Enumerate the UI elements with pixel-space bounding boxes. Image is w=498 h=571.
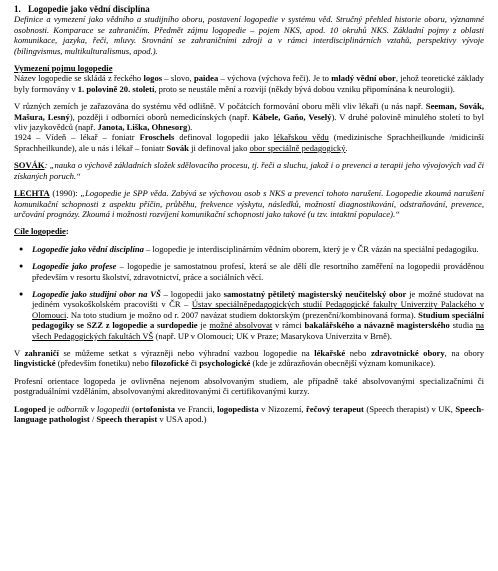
term-lekarska-veda: lékařskou vědu (273, 132, 329, 143)
term-pedagogicke-fakulty: na všech Pedagogických fakultách VŠ (32, 320, 484, 341)
term-studium-szz: Studium speciální pedagogiky se SZZ z logopedie a surdopedie (32, 309, 484, 331)
vymezeni-paragraph-2 (14, 101, 484, 132)
goal-item (32, 261, 484, 282)
text-run: se můžeme setkat s výrazněji nebo výhradní vazbou logopedie na (58, 347, 315, 358)
term-logos: logos (143, 73, 163, 84)
quote-author-sovak: SOVÁK (14, 160, 45, 171)
quote-author-lechta: LECHTA (14, 188, 50, 199)
text-run: (např. UP v Olomouci; UK v Praze; Masarykova Univerzita v Brně). (153, 330, 392, 341)
goal-item (32, 244, 484, 254)
lechta-quote (14, 188, 484, 219)
name-froschels: Froschels (139, 132, 175, 143)
text-run: je (197, 320, 210, 331)
text-run: , proto se neustále mění a rozvíjí (někdy bývá dobou vzniku připomínána k neurologii). (154, 83, 455, 94)
term-filozoficke: filozofické (151, 358, 189, 369)
text-run: , jehož teoretické základy byly formovány v (14, 73, 484, 94)
text-run: (kde je zdůrazňován obecnější význam komunikace). (250, 358, 436, 369)
sovak-quote (14, 160, 484, 181)
text-run: či (188, 358, 200, 369)
text-run: v USA apod.) (157, 414, 207, 424)
text-run: je (46, 403, 58, 414)
term-logoped: Logoped (14, 403, 46, 414)
text-run: 1924 – Vídeň – lékař – foniatr (14, 132, 140, 143)
text-run: v rámci (272, 320, 305, 331)
zahranici-paragraph (14, 348, 484, 369)
term-psychologicke: psychologické (199, 358, 251, 369)
term-ustav-up: Ústav speciálněpedagogických studií Pedagogické fakulty Univerzity Palackého v Olomouci (32, 299, 484, 320)
quote-year-lechta: (1990): (49, 188, 81, 199)
names-lekari: Seeman, Sovák, Mašura, Lesný (14, 101, 484, 122)
goal-lead: Logopedie jako vědní disciplína (32, 243, 144, 254)
goals-heading-colon: : (65, 226, 69, 237)
quote-text-sovak: : „nauka o výchově základních složek sdělovacího procesu, tj. řeči a sluchu, jakož i o prevenci a terapii jeho vývojových vad či získaných poruch.“ (14, 160, 484, 181)
text-run: Název logopedie se skládá z řeckého (14, 73, 144, 84)
text-run: definoval logopedii jako (174, 132, 274, 143)
section-title-text: Logopedie jako vědní disciplína (28, 4, 150, 14)
text-run: . (345, 142, 348, 153)
vymezeni-paragraph-1 (14, 73, 484, 94)
text-run: v Nizozemí, (258, 403, 307, 414)
text-run: (především fonetiku) nebo (55, 358, 152, 369)
term-lekarske: lékařské (314, 347, 346, 358)
term-odbornik: odborník v logopedii (57, 403, 130, 414)
text-run: V různých zemích je zařazována do systému věd odlišně. V počátcích formování oboru měli vliv lékaři (u nás např. (14, 101, 426, 112)
term-slp: Speech-language pathologist (14, 403, 485, 424)
text-run: je možné studovat na jediném vysokoškolském pracovišti v ČR – (32, 288, 484, 310)
text-run: ), později i odborníci oborů nemedicínských (např. (69, 111, 253, 122)
goal-item (32, 289, 484, 341)
goals-heading-text: Cíle logopedie (14, 226, 66, 237)
text-run: – výchova (výchova řeči). Je to (218, 73, 332, 84)
term-ortofonista: ortofonista (134, 403, 175, 414)
text-run: – slovo, (162, 73, 194, 84)
term-zahranici: zahraničí (24, 347, 59, 358)
term-polovina-stoleti: 1. polovině 20. století (77, 83, 155, 94)
text-run: ( (129, 403, 135, 414)
text-run: ji definoval jako (188, 142, 250, 153)
goal-lead: Logopedie jako studijní obor na VŠ (32, 288, 161, 299)
text-run: . Na toto studium je možno od r. 2007 navázat studiem doktorským (prezenční/kombinovaná forma). (66, 309, 419, 320)
text-run: (Speech therapist) v UK, (363, 403, 456, 414)
term-lingvisticke: lingvistické (14, 358, 56, 369)
goals-list (14, 244, 484, 341)
term-obor-specialne-pedagogicky: obor speciálně pedagogický (249, 142, 346, 153)
profesni-paragraph: Profesní orientace logopeda je ovlivněna nejenom absolvovaným studiem, ale případně také absolvovanými specializačními či postgraduálními vzděláním, absolvovanými akreditovanými či certifikovanými kurzy. (14, 375, 484, 397)
vymezeni-heading: Vymezení pojmu logopedie (14, 63, 113, 74)
goal-text: – logopedie je interdisciplinárním vědním oborem, který je v ČR vázán na speciální pedagogiku. (143, 243, 479, 254)
vymezeni-paragraph-3 (14, 132, 484, 153)
text-run: / (89, 414, 97, 424)
text-run: ve Francii, (175, 403, 218, 414)
section-title (14, 4, 484, 14)
logoped-paragraph (14, 404, 484, 425)
names-jazykovedci: Janota, Liška, Ohnesorg (97, 122, 188, 133)
term-paidea: paidea (193, 73, 219, 84)
names-nemedicinsti: Kábele, Gaňo, Veselý (252, 111, 332, 122)
text-run: ). V druhé polovině minulého století to byl vliv jazykovědců (např. (14, 111, 484, 133)
text-run: ). (187, 122, 193, 133)
text-run: , na obory (444, 347, 484, 358)
text-run: studia (449, 320, 476, 331)
section-number: 1. (14, 4, 21, 14)
term-speech-therapist: Speech therapist (96, 414, 158, 424)
text-run: – logopedii jako (160, 288, 224, 299)
term-mlady-vedni-obor: mladý vědní obor (331, 73, 396, 84)
term-zdravotnicke: zdravotnické obory (370, 347, 445, 358)
term-mozne-absolvovat: možné absolvovat (209, 320, 273, 331)
term-bakalarskeho: bakalářského a návazně magisterského (304, 320, 450, 331)
goal-text: – logopedie je samostatnou profesí, která se ale dělí dle resortního zaměření na logopedii prováděnou především v resortu školství, zdravotnictví, práce a sociálních věcí. (32, 261, 484, 282)
text-run: (medizinische Sprachheilkunde /midicinší Sprachheilkunde), ale u nás i lékař – foniatr (14, 132, 485, 153)
name-sovak: Sovák (166, 142, 189, 153)
term-logopedista: logopedista (217, 403, 259, 414)
goals-heading (14, 226, 484, 236)
text-run: V (14, 347, 25, 358)
term-recovy-terapeut: řečový terapeut (306, 403, 364, 414)
goal-lead: Logopedie jako profese (32, 261, 117, 272)
term-magistersky-obor: samostatný pětiletý magisterský neučitelský obor (223, 288, 407, 299)
section-intro: Definice a vymezení jako vědního a studijního oboru, postavení logopedie v systému věd. Stručný přehled historie oboru, významné osobnosti. Komparace se zahraničím. Předmět zájmu logopedie – pojem NKS, apod. 10 okruhů NKS. Základní pojmy z oblasti komunikace, jazyka, řeči, mluvy. Srovnání se zahraničními zdroji a v rámci interdisciplinárních vztahů, perspektivy vývoje (bilingvismus, multikulturalismus, apod.). (14, 14, 484, 56)
quote-text-lechta: „Logopedie je SPP věda. Zabývá se výchovou osob s NKS a prevencí tohoto narušení. Logopedie zkoumá narušení komunikační schopnosti z aspektu příčin, průběhu, frekvence výskytu, následků, možností diagnostikování, odstraňování, prevence, určování prognózy. Zkoumá i možnosti rozvíjení komunikační schopnosti jako takové (u tzv. intaktní populace).“ (14, 188, 484, 219)
text-run: nebo (345, 347, 371, 358)
